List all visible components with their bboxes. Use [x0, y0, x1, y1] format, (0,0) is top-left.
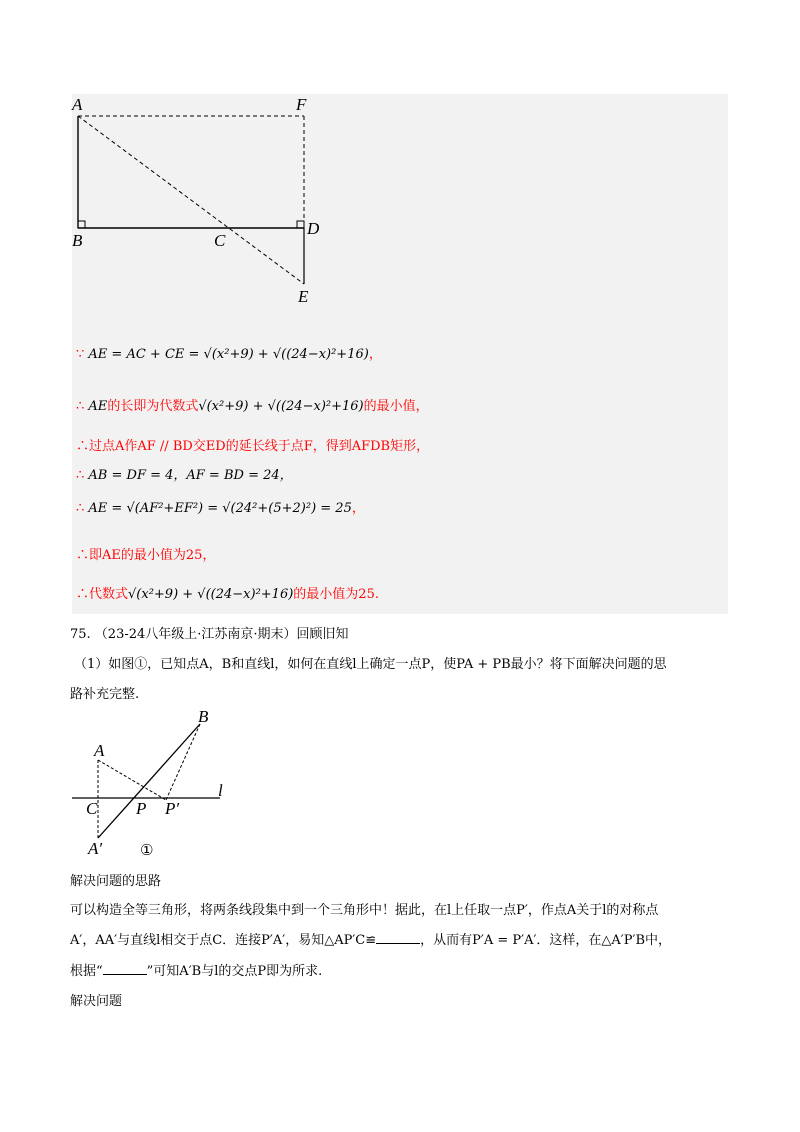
- expression: √(x²+9) + √((24−x)²+16): [198, 399, 364, 414]
- label-p: P: [136, 799, 147, 818]
- solution-line-2: [76, 397, 429, 417]
- solution-line-6: ∴即AE的最小值为25，: [76, 548, 216, 563]
- label-b: B: [198, 708, 209, 726]
- therefore-symbol: ∴: [76, 501, 85, 516]
- therefore-symbol: ∴: [76, 468, 85, 483]
- segment-a2b: [98, 724, 200, 838]
- solution-line-4: [76, 466, 293, 486]
- equation: AE = √(AF²+EF²) = √(24²+(5+2)²) = 25: [88, 501, 352, 516]
- label-l: l: [218, 781, 223, 800]
- label-a: A: [94, 741, 105, 760]
- text: 根据“: [70, 964, 103, 979]
- right-angle-b: [78, 221, 85, 228]
- equation: AB = DF = 4，AF = BD = 24，: [88, 468, 293, 483]
- figure-number: ①: [140, 841, 154, 859]
- label-d: D: [307, 219, 320, 238]
- solution-line-5: [76, 499, 365, 519]
- therefore-symbol: ∵: [76, 347, 85, 362]
- label-a-prime: A′: [88, 839, 103, 858]
- comma: ，: [368, 347, 382, 362]
- label-p-prime: P′: [165, 799, 180, 818]
- expression: √(x²+9) + √((24−x)²+16): [128, 587, 294, 602]
- segment-ap2: [98, 760, 166, 800]
- label-e: E: [298, 287, 309, 306]
- blank-congruent-triangle[interactable]: [376, 931, 420, 944]
- text: ∴代数式: [76, 587, 129, 602]
- problem-part1-line2: 路补充完整.: [70, 687, 140, 702]
- idea-title: 解决问题的思路: [70, 874, 162, 889]
- solution-line-3: ∴过点A作AF // BD交ED的延长线于点F，得到AFDB矩形，: [76, 439, 430, 454]
- text: 的长即为代数式: [107, 399, 199, 414]
- comma: ，: [351, 501, 365, 516]
- text: 的最小值为25.: [293, 587, 379, 602]
- text: ，从而有P′A = P′A′．这样，在△A′P′B中，: [420, 933, 672, 948]
- solve-title: 解决问题: [70, 994, 123, 1009]
- blank-theorem[interactable]: [103, 962, 147, 975]
- var-ae: AE: [88, 399, 108, 414]
- right-angle-d: [297, 221, 304, 228]
- text: A′，AA′与直线l相交于点C．连接P′A′，易知△AP′C≌: [70, 933, 377, 948]
- label-b: B: [72, 231, 83, 250]
- solution-line-1: [76, 345, 382, 365]
- problem-part1-line1: （1）如图①，已知点A，B和直线l，如何在直线l上确定一点P，使PA + PB最小？将下面解决问题的思: [74, 657, 667, 672]
- geometry-figure-rectangle: [64, 94, 364, 309]
- segment-ae: [78, 116, 304, 284]
- label-a: A: [72, 95, 83, 114]
- text: ”可知A′B与l的交点P即为所求.: [146, 964, 323, 979]
- solution-line-7: [76, 585, 379, 605]
- label-c: C: [86, 799, 98, 818]
- problem-header: 75. （23-24八年级上·江苏南京·期末）回顾旧知: [70, 627, 349, 642]
- geometry-figure-reflection: [68, 708, 238, 863]
- therefore-symbol: ∴: [76, 399, 85, 414]
- idea-line-2: [70, 931, 671, 951]
- label-f: F: [296, 95, 307, 114]
- segment-bp2: [166, 724, 200, 800]
- idea-line-1: 可以构造全等三角形，将两条线段集中到一个三角形中！据此，在l上任取一点P′，作点A关于l的对称点: [70, 903, 659, 918]
- equation-ae: AE = AC + CE = √(x²+9) + √((24−x)²+16): [88, 347, 369, 362]
- text: 的最小值，: [363, 399, 429, 414]
- idea-line-3: [70, 962, 322, 982]
- label-c: C: [214, 231, 226, 250]
